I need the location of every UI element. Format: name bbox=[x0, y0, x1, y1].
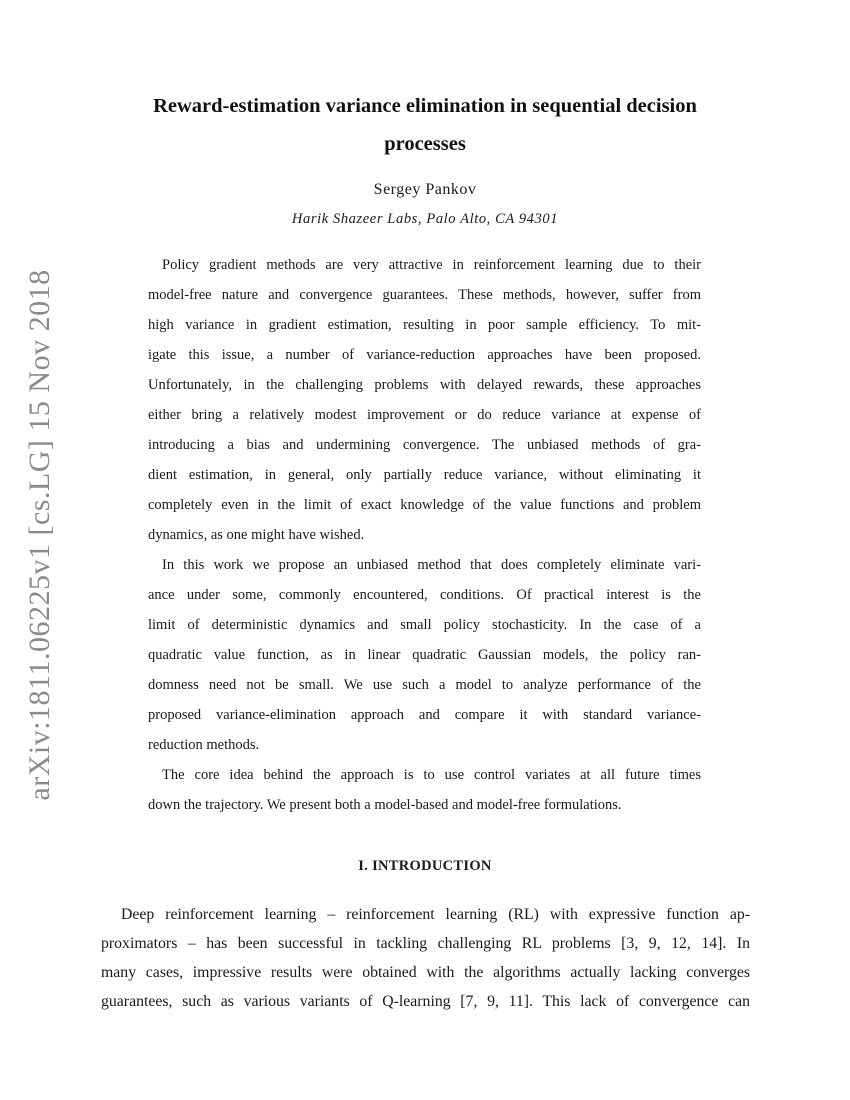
abstract-line: In this work we propose an unbiased method that does completely eliminate vari- bbox=[162, 557, 701, 573]
abstract-line: dynamics, as one might have wished. bbox=[148, 527, 365, 543]
abstract-line: domness need not be small. We use such a model to analyze performance of the bbox=[148, 677, 701, 693]
paper-title-line-2: processes bbox=[384, 133, 466, 155]
abstract-line: dient estimation, in general, only partially reduce variance, without eliminating it bbox=[148, 467, 701, 483]
arxiv-identifier-stamp: arXiv:1811.06225v1 [cs.LG] 15 Nov 2018 bbox=[23, 269, 56, 801]
section-heading-introduction: I. INTRODUCTION bbox=[358, 858, 492, 874]
abstract-line: The core idea behind the approach is to use control variates at all future times bbox=[162, 767, 701, 783]
abstract-line: Unfortunately, in the challenging problems with delayed rewards, these approaches bbox=[148, 377, 701, 393]
abstract-line: quadratic value function, as in linear quadratic Gaussian models, the policy ran- bbox=[148, 647, 701, 663]
abstract-line: either bring a relatively modest improvement or do reduce variance at expense of bbox=[148, 407, 701, 423]
abstract-line: Policy gradient methods are very attractive in reinforcement learning due to their bbox=[162, 257, 701, 273]
abstract-line: reduction methods. bbox=[148, 737, 260, 753]
abstract-line: completely even in the limit of exact knowledge of the value functions and problem bbox=[148, 497, 701, 513]
body-text-line: guarantees, such as various variants of Q-learning [7, 9, 11]. This lack of convergence can bbox=[101, 993, 750, 1010]
author-name: Sergey Pankov bbox=[373, 181, 477, 198]
abstract-line: high variance in gradient estimation, resulting in poor sample efficiency. To mit- bbox=[148, 317, 701, 333]
abstract-line: proposed variance-elimination approach and compare it with standard variance- bbox=[148, 707, 701, 723]
abstract-line: model-free nature and convergence guarantees. These methods, however, suffer from bbox=[148, 287, 701, 303]
abstract-line: limit of deterministic dynamics and small policy stochasticity. In the case of a bbox=[148, 617, 701, 633]
author-affiliation: Harik Shazeer Labs, Palo Alto, CA 94301 bbox=[291, 211, 559, 227]
body-text-line: proximators – has been successful in tackling challenging RL problems [3, 9, 12, 14]. In bbox=[101, 935, 750, 952]
abstract-line: igate this issue, a number of variance-reduction approaches have been proposed. bbox=[148, 347, 701, 363]
paper-title-line-1: Reward-estimation variance elimination in sequential decision bbox=[153, 95, 697, 117]
body-text-line: many cases, impressive results were obtained with the algorithms actually lacking converges bbox=[101, 964, 750, 981]
body-text-line: Deep reinforcement learning – reinforcement learning (RL) with expressive function ap- bbox=[121, 906, 750, 923]
abstract-line: ance under some, commonly encountered, conditions. Of practical interest is the bbox=[148, 587, 701, 603]
abstract-line: down the trajectory. We present both a model-based and model-free formulations. bbox=[148, 797, 622, 813]
abstract-line: introducing a bias and undermining convergence. The unbiased methods of gra- bbox=[148, 437, 701, 453]
